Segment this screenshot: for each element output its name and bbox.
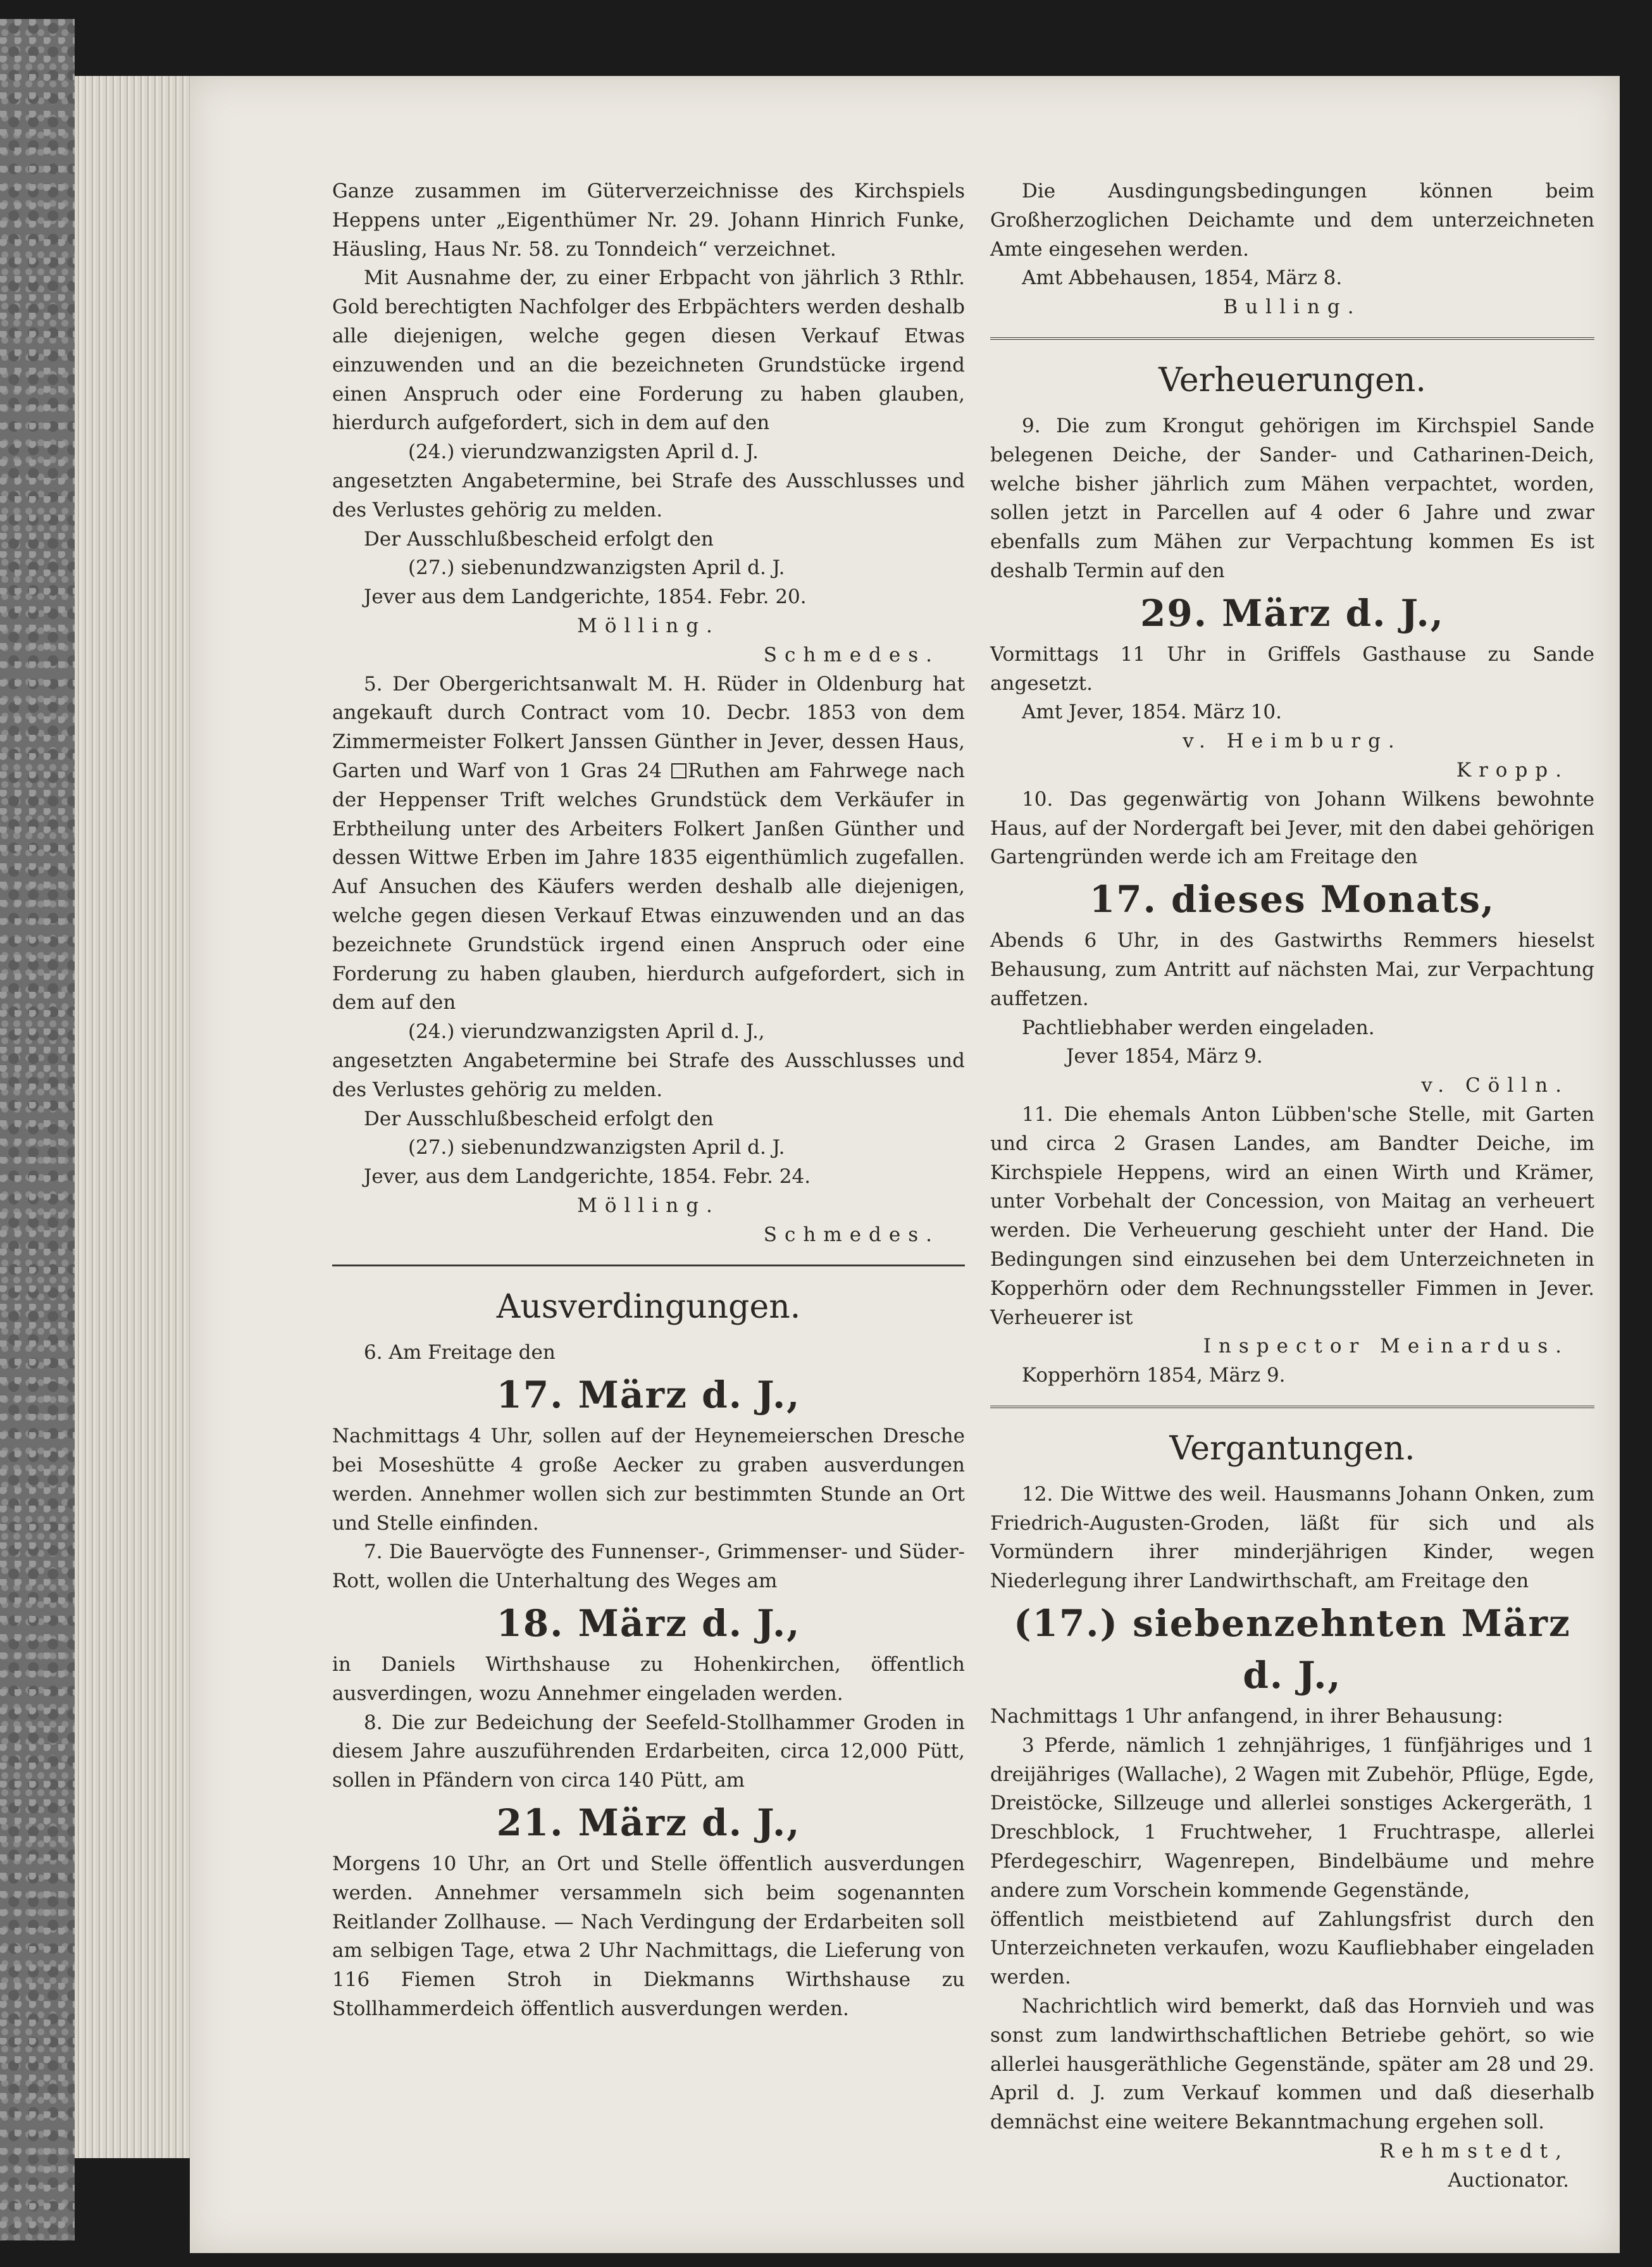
date-heading: 29. März d. J.,: [1140, 591, 1444, 635]
signature: Bulling.: [1223, 296, 1362, 319]
signature: Mölling.: [577, 614, 720, 637]
paragraph: Nachrichtlich wird bemerkt, daß das Hornvieh und was sonst zum landwirthschaftlichen Betriebe gehört, so wie allerlei hausgeräthliche Gegenstände, später am 28 und 29. April d. J. zum Verkauf kommen und daß dieserhalb demnächst eine weitere Bekanntmachung ergehen soll.: [990, 1995, 1594, 2134]
signature: v. Heimburg.: [1183, 730, 1402, 753]
paragraph: Morgens 10 Uhr, an Ort und Stelle öffentlich ausverdungen werden. Annehmer versammeln sich beim sogenannten Reitlander Zollhause. — Nach Verdingung der Erdarbeiten soll am selbigen Tage, etwa 2 Uhr Nachmittags, die Lieferung von 116 Fiemen Stroh in Diekmanns Wirthshause zu Stollhammerdeich öffentlich ausverdungen werden.: [332, 1852, 965, 2021]
notice-10: 10. Das gegenwärtig von Johann Wilkens bewohnte Haus, auf der Nordergaft bei Jever, mit den dabei gehörigen Gartengründen werde ich am Freitage den: [990, 787, 1594, 869]
signature: v. Cölln.: [1421, 1074, 1569, 1097]
place-date: Kopperhörn 1854, März 9.: [1022, 1364, 1286, 1387]
marbled-book-edge: [0, 19, 75, 2240]
paragraph: Mit Ausnahme der, zu einer Erbpacht von jährlich 3 Rthlr. Gold berechtigten Nachfolger des Erbpächters werden deshalb alle diejenigen, welche gegen diesen Verkauf Etwas einzuwenden und an die bezeichneten Grundstücke irgend einen Anspruch oder eine Forderung zu haben glauben, hierdurch aufgefordert, sich in dem auf den: [332, 266, 965, 435]
square-symbol-icon: [671, 763, 686, 778]
place-date: Amt Jever, 1854. März 10.: [1022, 701, 1282, 724]
notice-5: [332, 670, 965, 1018]
paragraph: Pachtliebhaber werden eingeladen.: [1022, 1016, 1375, 1039]
date-heading: 18. März d. J.,: [496, 1602, 801, 1646]
section-divider: [990, 337, 1594, 340]
section-divider: [990, 1406, 1594, 1408]
date-heading: (17.) siebenzehnten März d. J.,: [1014, 1602, 1571, 1697]
deadline-line: (27.) siebenundzwanzigsten April d. J.: [408, 556, 785, 580]
left-column: [332, 177, 965, 2024]
section-heading-verheuerungen: Verheuerungen.: [1158, 361, 1426, 399]
paragraph: Vormittags 11 Uhr in Griffels Gasthause zu Sande angesetzt.: [990, 642, 1594, 695]
date-heading: 17. März d. J.,: [496, 1373, 801, 1417]
paragraph: öffentlich meistbietend auf Zahlungsfrist durch den Unterzeichneten verkaufen, wozu Kaufliebhaber eingeladen werden.: [990, 1908, 1594, 1989]
notice-5-text-cont: Ruthen am Fahrwege nach der Heppenser Trift welches Grundstück dem Verkäufer in Erbtheilung unter des Arbeiters Folkert Janßen Günther und dessen Wittwe Erben im Jahre 1835 eigenthümlich zugefallen. Auf Ansuchen des Käufers werden deshalb alle diejenigen, welche gegen diesen Verkauf Etwas einzuwenden und an das bezeichnete Grundstück irgend einen Anspruch oder eine Forderung zu haben glauben, hierdurch aufgefordert, sich in dem auf den: [332, 759, 966, 1015]
notice-8: 8. Die zur Bedeichung der Seefeld-Stollhammer Groden in diesem Jahre auszuführenden Erdarbeiten, circa 12,000 Pütt, sollen in Pfändern von circa 140 Pütt, am: [332, 1711, 965, 1792]
signature-title: Auctionator.: [1448, 2168, 1569, 2192]
newspaper-page: [190, 76, 1620, 2253]
right-column: [990, 177, 1594, 2195]
place-date: Jever, aus dem Landgerichte, 1854. Febr. 24.: [364, 1165, 811, 1189]
place-date: Amt Abbehausen, 1854, März 8.: [1022, 266, 1343, 290]
paragraph: Nachmittags 1 Uhr anfangend, in ihrer Behausung:: [990, 1705, 1503, 1728]
paragraph: Die Ausdingungsbedingungen können beim Großherzoglichen Deichamte und dem unterzeichneten Amte eingesehen werden.: [990, 180, 1594, 261]
notice-7: 7. Die Bauervögte des Funnenser-, Grimmenser- und Süder-Rott, wollen die Unterhaltung des Weges am: [332, 1540, 965, 1593]
notice-11: 11. Die ehemals Anton Lübben'sche Stelle, mit Garten und circa 2 Grasen Landes, am Bandter Deiche, im Kirchspiele Heppens, wird an einen Wirth und Krämer, unter Vorbehalt der Concession, von Maitag an verheuert werden. Die Verheuerung geschieht unter der Hand. Die Bedingungen sind einzusehen bei dem Unterzeichneten in Kopperhörn oder dem Rechnungssteller Fimmen in Jever. Verheuerer ist: [990, 1102, 1594, 1329]
signature: Schmedes.: [763, 643, 940, 666]
paragraph: angesetzten Angabetermine, bei Strafe des Ausschlusses und des Verlustes gehörig zu melden.: [332, 469, 965, 521]
place-date: Jever aus dem Landgerichte, 1854. Febr. 20.: [364, 585, 807, 609]
section-heading-vergantungen: Vergantungen.: [1169, 1429, 1415, 1468]
signature: Rehmstedt,: [1379, 2140, 1569, 2163]
item-list: 3 Pferde, nämlich 1 zehnjähriges, 1 fünfjähriges und 1 dreijähriges (Wallache), 2 Wagen mit Zubehör, Pflüge, Egde, Dreistöcke, Sillzeuge und allerlei sonstiges Ackergeräth, 1 Dreschblock, 1 Fruchtweher, 1 Fruchtraspe, allerlei Pferdegeschirr, Wagenrepen, Bindelbäume und mehre andere zum Vorschein kommende Gegenstände,: [990, 1733, 1594, 1902]
paragraph: Ganze zusammen im Güterverzeichnisse des Kirchspiels Heppens unter „Eigenthümer Nr. 29. Johann Hinrich Funke, Häusling, Haus Nr. 58. zu Tonndeich“ verzeichnet.: [332, 180, 965, 261]
section-heading-ausverdingungen: Ausverdingungen.: [496, 1288, 801, 1327]
paragraph: angesetzten Angabetermine bei Strafe des Ausschlusses und des Verlustes gehörig zu melden.: [332, 1049, 965, 1101]
paragraph: Der Ausschlußbescheid erfolgt den: [364, 1107, 714, 1130]
notice-5-text: 5. Der Obergerichtsanwalt M. H. Rüder in Oldenburg hat angekauft durch Contract vom 10. Decbr. 1853 von dem Zimmermeister Folkert Janssen Günther in Jever, dessen Haus, Garten und Warf von 1 Gras 24: [332, 672, 965, 782]
place-date: Jever 1854, März 9.: [1066, 1045, 1263, 1068]
signature: Inspector Meinardus.: [1203, 1335, 1569, 1358]
deadline-line: (24.) vierundzwanzigsten April d. J.,: [408, 1020, 765, 1044]
paragraph: in Daniels Wirthshause zu Hohenkirchen, öffentlich ausverdingen, wozu Annehmer eingeladen werden.: [332, 1653, 965, 1705]
signature: Mölling.: [577, 1194, 720, 1217]
paragraph: Nachmittags 4 Uhr, sollen auf der Heynemeierschen Dresche bei Moseshütte 4 große Aecker zu graben ausverdungen werden. Annehmer wollen sich zur bestimmten Stunde an Ort und Stelle einfinden.: [332, 1425, 965, 1535]
notice-12: 12. Die Wittwe des weil. Hausmanns Johann Onken, zum Friedrich-Augusten-Groden, läßt für sich und als Vormündern ihrer minderjährigen Kinder, wegen Niederlegung ihrer Landwirthschaft, am Freitage den: [990, 1482, 1594, 1593]
section-divider: [332, 1265, 965, 1266]
notice-6: 6. Am Freitage den: [364, 1341, 556, 1365]
date-heading: 21. März d. J.,: [496, 1801, 801, 1845]
deadline-line: (24.) vierundzwanzigsten April d. J.: [408, 440, 759, 464]
signature: Schmedes.: [763, 1223, 940, 1246]
date-heading: 17. dieses Monats,: [1089, 878, 1496, 921]
paragraph: Der Ausschlußbescheid erfolgt den: [364, 527, 714, 551]
notice-9: 9. Die zum Krongut gehörigen im Kirchspiel Sande belegenen Deiche, der Sander- und Catharinen-Deich, welche bisher jährlich zum Mähen verpachtet, worden, sollen jetzt in Parcellen auf 4 oder 6 Jahre und zwar ebenfalls zum Mähen zur Verpachtung kommen Es ist deshalb Termin auf den: [990, 414, 1594, 582]
paragraph: Abends 6 Uhr, in des Gastwirths Remmers hieselst Behausung, zum Antritt auf nächsten Mai, zur Verpachtung auffetzen.: [990, 929, 1594, 1010]
signature: Kropp.: [1456, 758, 1569, 782]
deadline-line: (27.) siebenundzwanzigsten April d. J.: [408, 1136, 785, 1159]
